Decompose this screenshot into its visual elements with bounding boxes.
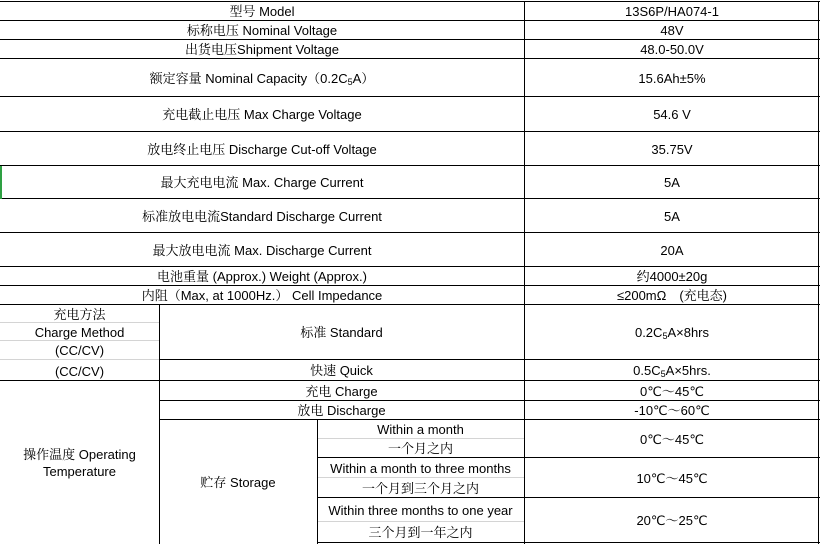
storage-period-3-cn: 三个月到一年之内 [368, 524, 473, 540]
quick-charge-label: 快速 Quick [310, 363, 373, 378]
nominal-capacity-value: 15.6Ah±5% [638, 70, 706, 86]
standard-charge-label: 标准 Standard [300, 325, 383, 340]
model-label: 型号 Model [229, 4, 295, 19]
max-charge-current-label: 最大充电电流 Max. Charge Current [160, 175, 364, 190]
max-charge-current-value: 5A [664, 175, 680, 190]
shipment-voltage-label: 出货电压Shipment Voltage [185, 42, 339, 57]
nominal-voltage-value: 48V [660, 23, 684, 38]
storage-temp-2-value: 10℃～45℃ [636, 470, 708, 486]
max-discharge-current-value: 20A [660, 242, 684, 258]
charge-method-ccv: (CC/CV) [54, 342, 105, 358]
discharge-temp-label: 放电 Discharge [297, 403, 386, 418]
storage-label: 贮存 Storage [200, 474, 276, 490]
charge-method-cn: 充电方法 [53, 306, 106, 322]
standard-discharge-current-value: 5A [664, 208, 680, 224]
quick-charge-value: $0.5C_5A\times 5hrs$. [633, 363, 711, 379]
operating-temperature-title: 操作温度 Operating Temperature [23, 446, 136, 479]
max-charge-voltage-value: 54.6 V [653, 107, 691, 122]
charge-method-en: Charge Method [34, 324, 125, 340]
selection-marker [0, 166, 2, 199]
max-charge-voltage-label: 充电截止电压 Max Charge Voltage [162, 107, 362, 122]
storage-period-3-en: Within three months to one year [328, 502, 513, 518]
standard-discharge-current-label: 标准放电电流Standard Discharge Current [142, 208, 382, 224]
impedance-label: 内阻（Max, at 1000Hz.） Cell Impedance [141, 288, 383, 303]
charge-temp-value: 0℃～45℃ [640, 383, 704, 399]
nominal-voltage-label: 标称电压 Nominal Voltage [186, 23, 338, 38]
storage-temp-1-value: 0℃～45℃ [640, 431, 704, 447]
storage-temp-3-value: 20℃～25℃ [636, 512, 708, 528]
standard-charge-value: $0.2C_5A\times 8hrs$ [634, 325, 710, 341]
cutoff-voltage-label: 放电终止电压 Discharge Cut-off Voltage [147, 141, 377, 157]
nominal-capacity-label: 额定容量 Nominal $Capacity(0.2C_5A)$ [149, 70, 375, 87]
weight-value: 约4000±20g [636, 269, 708, 284]
storage-period-2-cn: 一个月到三个月之内 [361, 480, 479, 496]
storage-period-2-en: Within a month to three months [330, 460, 511, 476]
model-value: 13S6P/HA074-1 [625, 4, 719, 19]
storage-period-1-en: Within a month [377, 422, 464, 437]
charge-method-ccv-quick: (CC/CV) [54, 363, 105, 379]
cutoff-voltage-value: 35.75V [651, 141, 693, 157]
shipment-voltage-value: 48.0-50.0V [640, 42, 704, 57]
discharge-temp-value: -10℃～60℃ [634, 403, 710, 418]
impedance-value: ≤200mΩ (充电态) [616, 288, 728, 303]
weight-label: 电池重量 (Approx.) Weight (Approx.) [157, 269, 367, 284]
storage-period-1-cn: 一个月之内 [387, 441, 453, 456]
charge-temp-label: 充电 Charge [305, 383, 378, 399]
max-discharge-current-label: 最大放电电流 Max. Discharge Current [152, 242, 372, 258]
